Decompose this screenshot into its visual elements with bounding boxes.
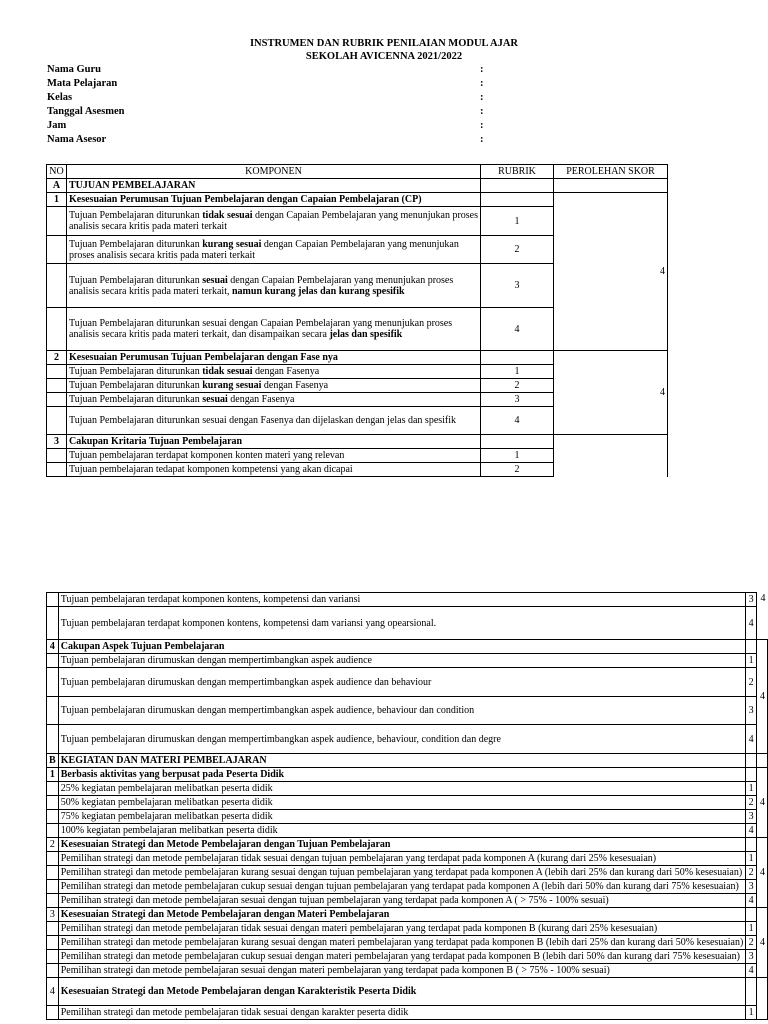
rubric-level: 3 [746, 810, 757, 824]
rubric-description: Tujuan pembelajaran terdapat komponen kontens, kompetensi dan variansi [58, 593, 746, 607]
criterion-title: Berbasis aktivitas yang berpusat pada Peserta Didik [58, 768, 746, 782]
criterion-title: Cakupan Kritaria Tujuan Pembelajaran [67, 435, 481, 449]
rubric-table-part2 [46, 592, 768, 1020]
rubric-description: Pemilihan strategi dan metode pembelajaran cukup sesuai dengan tujuan pembelajaran yang terdapat pada komponen A (lebih dari 50% dan kurang dari 75% kesesuaian) [58, 880, 746, 894]
rubric-description: Tujuan Pembelajaran diturunkan sesuai dengan Capaian Pembelajaran yang menunjukan proses analisis secara kritis pada materi terkait, dan disampaikan secara jelas dan spesifik [67, 308, 481, 351]
table-row [47, 697, 768, 725]
table-row [47, 880, 768, 894]
score-cell: 4 [756, 838, 767, 908]
field-colon: : [480, 64, 484, 75]
score-cell: 4 [756, 640, 767, 754]
criterion-number: 4 [47, 640, 59, 654]
section-title: KEGIATAN DAN MATERI PEMBELAJARAN [58, 754, 746, 768]
field-kelas: Kelas [47, 92, 73, 103]
rubric-description: Tujuan pembelajaran dirumuskan dengan mempertimbangkan aspek audience, behaviour dan condition [58, 697, 746, 725]
criterion-number: 1 [47, 193, 67, 207]
rubric-description: Pemilihan strategi dan metode pembelajaran cukup sesuai dengan materi pembelajaran yang terdapat pada komponen B (lebih dari 50% dan kurang dari 75% kesesuaian) [58, 950, 746, 964]
rubric-description: Pemilihan strategi dan metode pembelajaran tidak sesuai dengan tujuan pembelajaran yang terdapat pada komponen A (kurang dari 25% kesesuaian) [58, 852, 746, 866]
rubric-description: Tujuan Pembelajaran diturunkan tidak sesuai dengan Capaian Pembelajaran yang menunjukan proses analisis secara kritis pada materi terkait [67, 207, 481, 236]
criterion-number: 2 [47, 351, 67, 365]
rubric-level: 4 [746, 607, 757, 640]
rubric-description: Tujuan Pembelajaran diturunkan kurang sesuai dengan Capaian Pembelajaran yang menunjukan proses analisis secara kritis pada materi terkait [67, 236, 481, 264]
document-title-line1: INSTRUMEN DAN RUBRIK PENILAIAN MODUL AJAR [249, 38, 519, 49]
table-row [47, 782, 768, 796]
header-rubrik: RUBRIK [481, 165, 554, 179]
section-row [47, 179, 668, 193]
table-row [47, 852, 768, 866]
rubric-level: 4 [481, 407, 554, 435]
table-row [47, 950, 768, 964]
rubric-description: Pemilihan strategi dan metode pembelajaran tidak sesuai dengan karakter peserta didik [58, 1006, 746, 1020]
header-komponen: KOMPONEN [67, 165, 481, 179]
criterion-row [47, 838, 768, 852]
table-row [47, 668, 768, 697]
rubric-level: 4 [481, 308, 554, 351]
criterion-row [47, 978, 768, 1006]
rubric-level: 4 [746, 894, 757, 908]
rubric-description: 50% kegiatan pembelajaran melibatkan peserta didik [58, 796, 746, 810]
rubric-level: 1 [746, 922, 757, 936]
table-row [47, 725, 768, 754]
rubric-description: Tujuan pembelajaran tedapat komponen kompetensi yang akan dicapai [67, 463, 481, 477]
rubric-description: 75% kegiatan pembelajaran melibatkan peserta didik [58, 810, 746, 824]
rubric-level: 4 [746, 824, 757, 838]
rubric-level: 1 [746, 852, 757, 866]
rubric-description: Tujuan Pembelajaran diturunkan sesuai dengan Capaian Pembelajaran yang menunjukan proses analisis secara kritis pada materi terkait, namun kurang jelas dan kurang spesifik [67, 264, 481, 308]
field-colon: : [480, 78, 484, 89]
field-nama-asesor: Nama Asesor [47, 134, 107, 145]
rubric-level: 1 [481, 365, 554, 379]
rubric-description: Pemilihan strategi dan metode pembelajaran kurang sesuai dengan tujuan pembelajaran yang terdapat pada komponen A (lebih dari 25% dan kurang dari 50% kesesuaian) [58, 866, 746, 880]
criterion-row [47, 908, 768, 922]
field-colon: : [480, 106, 484, 117]
score-cell: 4 [756, 908, 767, 978]
rubric-table-part1 [46, 164, 668, 477]
rubric-description: Tujuan pembelajaran terdapat komponen kontens, kompetensi dam variansi yang opearsional. [58, 607, 746, 640]
section-title: TUJUAN PEMBELAJARAN [67, 179, 481, 193]
criterion-number: 3 [47, 435, 67, 449]
rubric-description: Pemilihan strategi dan metode pembelajaran tidak sesuai dengan materi pembelajaran yang terdapat pada komponen B (kurang dari 25% kesesuaian) [58, 922, 746, 936]
table-header-row [47, 165, 668, 179]
criterion-title: Cakupan Aspek Tujuan Pembelajaran [58, 640, 746, 654]
rubric-level: 4 [746, 725, 757, 754]
rubric-level: 2 [481, 236, 554, 264]
rubric-level: 2 [746, 668, 757, 697]
rubric-description: 100% kegiatan pembelajaran melibatkan peserta didik [58, 824, 746, 838]
criterion-number: 3 [47, 908, 59, 922]
rubric-description: Tujuan pembelajaran dirumuskan dengan mempertimbangkan aspek audience [58, 654, 746, 668]
section-letter: B [47, 754, 59, 768]
section-letter: A [47, 179, 67, 193]
criterion-row [47, 640, 768, 654]
field-colon: : [480, 120, 484, 131]
rubric-level: 1 [746, 1006, 757, 1020]
table-row [47, 824, 768, 838]
rubric-level: 2 [481, 379, 554, 393]
rubric-level: 3 [746, 950, 757, 964]
table-row [47, 607, 768, 640]
score-cell: 4 [760, 592, 766, 604]
criterion-title: Kesesuaian Perumusan Tujuan Pembelajaran dengan Fase nya [67, 351, 481, 365]
rubric-description: Tujuan Pembelajaran diturunkan tidak sesuai dengan Fasenya [67, 365, 481, 379]
rubric-description: 25% kegiatan pembelajaran melibatkan peserta didik [58, 782, 746, 796]
rubric-description: Tujuan Pembelajaran diturunkan kurang sesuai dengan Fasenya [67, 379, 481, 393]
rubric-level: 2 [746, 796, 757, 810]
rubric-description: Tujuan pembelajaran dirumuskan dengan mempertimbangkan aspek audience, behaviour, condition dan degre [58, 725, 746, 754]
table-row [47, 654, 768, 668]
criterion-row [47, 351, 668, 365]
criterion-title: Kesesuaian Strategi dan Metode Pembelajaran dengan Karakteristik Peserta Didik [58, 978, 746, 1006]
rubric-level: 3 [481, 393, 554, 407]
rubric-description: Tujuan pembelajaran dirumuskan dengan mempertimbangkan aspek audience dan behaviour [58, 668, 746, 697]
score-cell: 4 [554, 351, 668, 435]
criterion-row [47, 768, 768, 782]
criterion-number: 2 [47, 838, 59, 852]
rubric-level: 3 [746, 880, 757, 894]
table-row [47, 922, 768, 936]
table-row [47, 866, 768, 880]
rubric-level: 1 [481, 449, 554, 463]
field-nama-guru: Nama Guru [47, 64, 101, 75]
criterion-number: 4 [47, 978, 59, 1006]
rubric-level: 3 [746, 697, 757, 725]
document-title-line2: SEKOLAH AVICENNA 2021/2022 [305, 51, 463, 62]
table-row [47, 1006, 768, 1020]
rubric-description: Pemilihan strategi dan metode pembelajaran sesuai dengan tujuan pembelajaran yang terdapat pada komponen A ( > 75% - 100% sesuai) [58, 894, 746, 908]
rubric-description: Tujuan pembelajaran terdapat komponen konten materi yang relevan [67, 449, 481, 463]
table-row [47, 936, 768, 950]
score-cell: 4 [554, 193, 668, 351]
rubric-level: 3 [746, 593, 757, 607]
criterion-number: 1 [47, 768, 59, 782]
rubric-level: 3 [481, 264, 554, 308]
criterion-title: Kesesuaian Strategi dan Metode Pembelajaran dengan Tujuan Pembelajaran [58, 838, 746, 852]
rubric-level: 2 [481, 463, 554, 477]
table-row [47, 964, 768, 978]
header-perolehan-skor: PEROLEHAN SKOR [554, 165, 668, 179]
rubric-level: 1 [746, 782, 757, 796]
rubric-level: 2 [746, 936, 757, 950]
rubric-level: 1 [746, 654, 757, 668]
header-no: NO [47, 165, 67, 179]
criterion-title: Kesesuaian Strategi dan Metode Pembelajaran dengan Materi Pembelajaran [58, 908, 746, 922]
rubric-level: 2 [746, 866, 757, 880]
rubric-level: 1 [481, 207, 554, 236]
rubric-description: Tujuan Pembelajaran diturunkan sesuai dengan Fasenya dan dijelaskan dengan jelas dan spesifik [67, 407, 481, 435]
field-colon: : [480, 134, 484, 145]
field-mata-pelajaran: Mata Pelajaran [47, 78, 118, 89]
rubric-description: Pemilihan strategi dan metode pembelajaran kurang sesuai dengan materi pembelajaran yang terdapat pada komponen B (lebih dari 25% dan kurang dari 50% kesesuaian) [58, 936, 746, 950]
field-tanggal-asesmen: Tanggal Asesmen [47, 106, 125, 117]
field-jam: Jam [47, 120, 67, 131]
section-row [47, 754, 768, 768]
table-row [47, 894, 768, 908]
criterion-row [47, 435, 668, 449]
table-row [47, 796, 768, 810]
table-row [47, 810, 768, 824]
table-row [47, 593, 768, 607]
rubric-description: Tujuan Pembelajaran diturunkan sesuai dengan Fasenya [67, 393, 481, 407]
field-colon: : [480, 92, 484, 103]
rubric-level: 4 [746, 964, 757, 978]
criterion-row [47, 193, 668, 207]
score-cell: 4 [756, 768, 767, 838]
rubric-description: Pemilihan strategi dan metode pembelajaran sesuai dengan materi pembelajaran yang terdapat pada komponen B ( > 75% - 100% sesuai) [58, 964, 746, 978]
criterion-title: Kesesuaian Perumusan Tujuan Pembelajaran dengan Capaian Pembelajaran (CP) [67, 193, 481, 207]
